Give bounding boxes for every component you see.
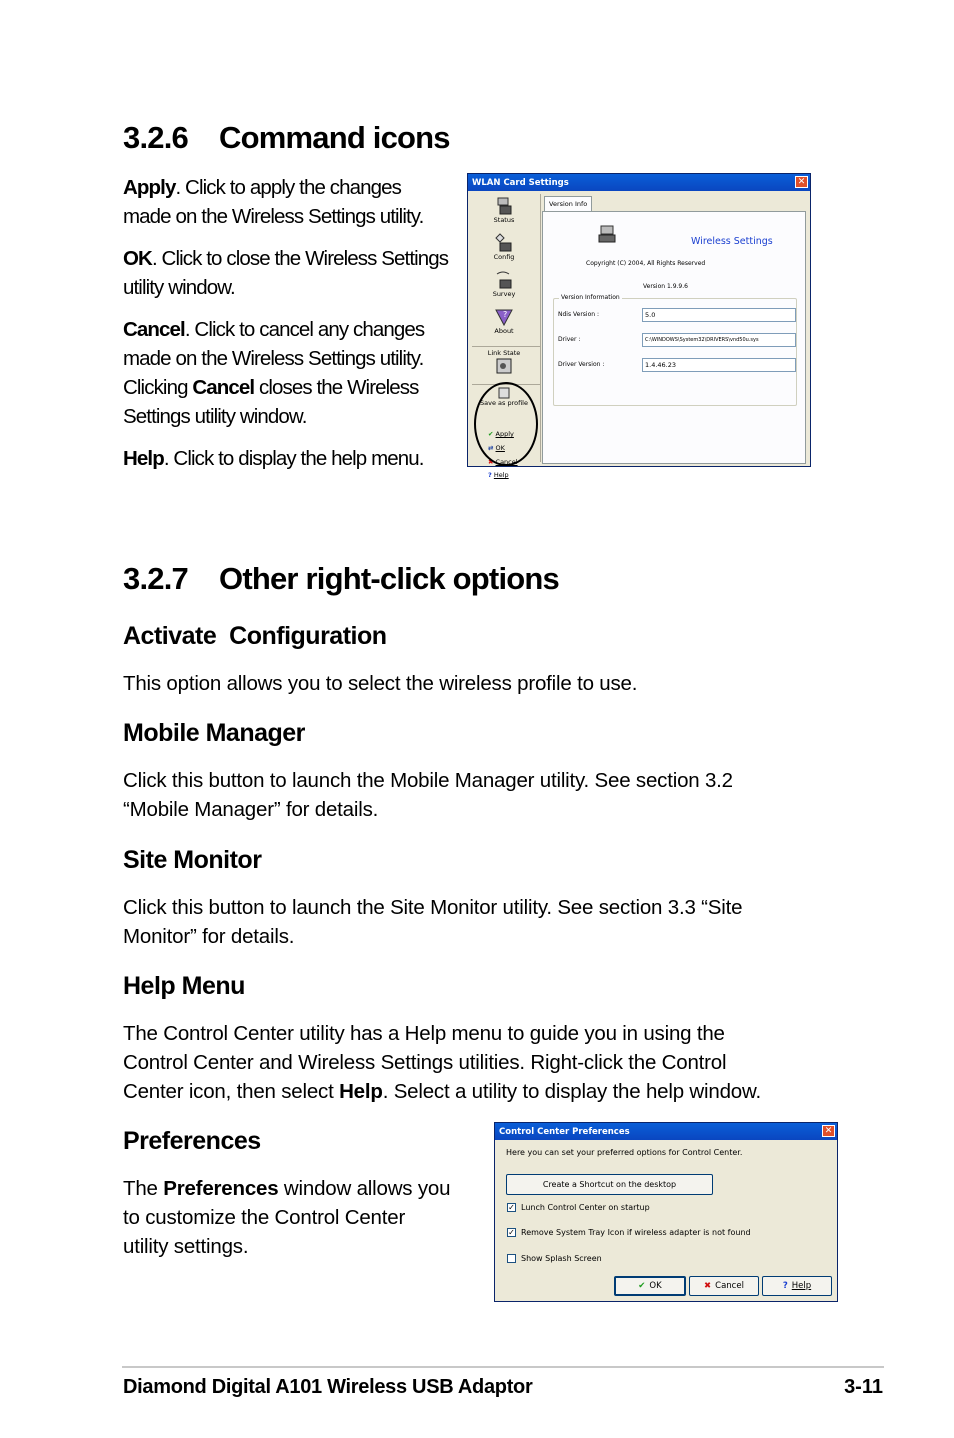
footer-title: Diamond Digital A101 Wireless USB Adaptor <box>123 1376 533 1398</box>
help-button[interactable]: ? Help <box>762 1276 832 1296</box>
driver-version-label: Driver Version : <box>558 361 605 368</box>
cancel-icon: ✖ <box>704 1281 712 1291</box>
help-button[interactable]: ? Help <box>488 471 509 479</box>
preferences-text <box>123 1174 450 1261</box>
cancel-button[interactable]: ✖ Cancel <box>488 458 518 466</box>
window-titlebar: WLAN Card Settings ✕ <box>468 174 810 191</box>
ok-button[interactable]: ✔ OK <box>614 1276 686 1296</box>
link-state-icon <box>495 357 513 375</box>
site-monitor-heading: Site Monitor <box>123 846 262 874</box>
paragraph-line: The Preferences window allows you <box>123 1177 451 1200</box>
sidebar-item-survey[interactable]: Survey <box>474 270 534 298</box>
footer-rule <box>122 1366 884 1368</box>
sidebar-item-about[interactable]: ? About <box>474 307 534 335</box>
apply-button[interactable]: ✔ Apply <box>488 430 514 438</box>
svg-text:?: ? <box>503 310 508 319</box>
paragraph-line: Monitor” for details. <box>123 925 295 948</box>
highlight-circle <box>474 382 538 466</box>
status-icon <box>495 196 513 216</box>
wireless-settings-heading: Wireless Settings <box>691 236 773 247</box>
help-icon: ? <box>488 471 492 479</box>
window-titlebar: Control Center Preferences ✕ <box>495 1123 837 1140</box>
close-icon[interactable]: ✕ <box>822 1125 835 1137</box>
help-menu-text <box>123 1019 761 1106</box>
paragraph-line: “Mobile Manager” for details. <box>123 798 379 821</box>
help-description: Help. Click to display the help menu. <box>123 447 424 470</box>
ndis-version-field: 5.0 <box>642 308 796 322</box>
save-as-profile-button[interactable]: Save as profile <box>474 387 534 407</box>
create-shortcut-button[interactable]: Create a Shortcut on the desktop <box>506 1174 713 1195</box>
paragraph-line: utility settings. <box>123 1235 249 1258</box>
option-show-splash-screen[interactable]: Show Splash Screen <box>507 1254 602 1263</box>
apply-description: Apply. Click to apply the changes made on the Wireless Settings utility. <box>123 176 424 228</box>
paragraph-line: The Control Center utility has a Help menu to guide you in using the <box>123 1022 725 1045</box>
cancel-description: Cancel. Click to cancel any changes made on the Wireless Settings utility. Clicking Cancel closes the Wireless Settings utility window. <box>123 318 425 428</box>
version-information-group <box>553 294 797 406</box>
ok-button[interactable]: ⇄ OK <box>488 444 505 452</box>
help-menu-heading: Help Menu <box>123 972 245 1000</box>
cancel-icon: ✖ <box>488 458 494 466</box>
tab-version-info[interactable]: Version Info <box>544 196 592 212</box>
checkbox-checked[interactable]: ✓ <box>508 1228 515 1237</box>
main-panel <box>542 196 806 464</box>
ndis-version-label: Ndis Version : <box>558 311 599 318</box>
checkbox-unchecked[interactable] <box>507 1254 516 1263</box>
mobile-manager-text <box>123 766 733 824</box>
checkbox-checked[interactable]: ✓ <box>508 1203 515 1212</box>
tab-content <box>542 211 806 464</box>
driver-version-field: 1.4.46.23 <box>642 358 796 372</box>
site-monitor-text <box>123 893 742 951</box>
intro-text: Here you can set your preferred options for Control Center. <box>506 1148 743 1157</box>
activate-configuration-text: This option allows you to select the wireless profile to use. <box>123 672 638 695</box>
sidebar-divider <box>472 346 540 347</box>
option-launch-on-startup[interactable]: ✓ Lunch Control Center on startup <box>508 1203 650 1212</box>
preferences-heading: Preferences <box>123 1127 261 1155</box>
driver-label: Driver : <box>558 336 581 343</box>
command-icons-text <box>123 173 453 473</box>
page-number: 3-11 <box>844 1376 883 1398</box>
wireless-logo-icon <box>597 224 619 244</box>
paragraph-line: Control Center and Wireless Settings utilities. Right-click the Control <box>123 1051 727 1074</box>
survey-icon <box>495 270 513 290</box>
check-icon: ✔ <box>638 1281 646 1291</box>
help-icon: ? <box>782 1281 788 1291</box>
group-label: Version Information <box>561 294 620 301</box>
paragraph-line: Click this button to launch the Site Monitor utility. See section 3.3 “Site <box>123 896 743 919</box>
sidebar-item-status[interactable]: Status <box>474 196 534 224</box>
sidebar-item-config[interactable]: Config <box>474 233 534 261</box>
driver-field: C:\WINDOWS\System32\DRIVERS\vnd50u.sys <box>642 333 796 347</box>
config-icon <box>495 233 513 253</box>
version-text: Version 1.9.9.6 <box>643 283 688 290</box>
mobile-manager-heading: Mobile Manager <box>123 719 305 747</box>
option-remove-tray-icon[interactable]: ✓ Remove System Tray Icon if wireless adapter is not found <box>508 1228 751 1237</box>
section-heading-3-2-6: 3.2.6 Command icons <box>123 120 450 155</box>
about-icon <box>495 307 513 327</box>
cancel-button[interactable]: ✖ Cancel <box>689 1276 759 1296</box>
paragraph-line: Click this button to launch the Mobile Manager utility. See section 3.2 <box>123 769 733 792</box>
ok-description: OK. Click to close the Wireless Settings utility window. <box>123 247 449 299</box>
sidebar-item-link-state[interactable]: Link State <box>474 349 534 375</box>
control-center-preferences-window <box>494 1122 838 1302</box>
ok-icon: ⇄ <box>488 444 494 452</box>
section-heading-3-2-7: 3.2.7 Other right-click options <box>123 561 559 596</box>
close-icon[interactable]: ✕ <box>795 176 808 188</box>
paragraph-line: to customize the Control Center <box>123 1206 406 1229</box>
paragraph-line: Center icon, then select Help. Select a utility to display the help window. <box>123 1080 761 1103</box>
activate-configuration-heading: Activate Configuration <box>123 622 387 650</box>
check-icon: ✔ <box>488 430 494 438</box>
copyright-text: Copyright (C) 2004, All Rights Reserved <box>586 260 706 267</box>
wlan-card-settings-window <box>467 173 811 479</box>
